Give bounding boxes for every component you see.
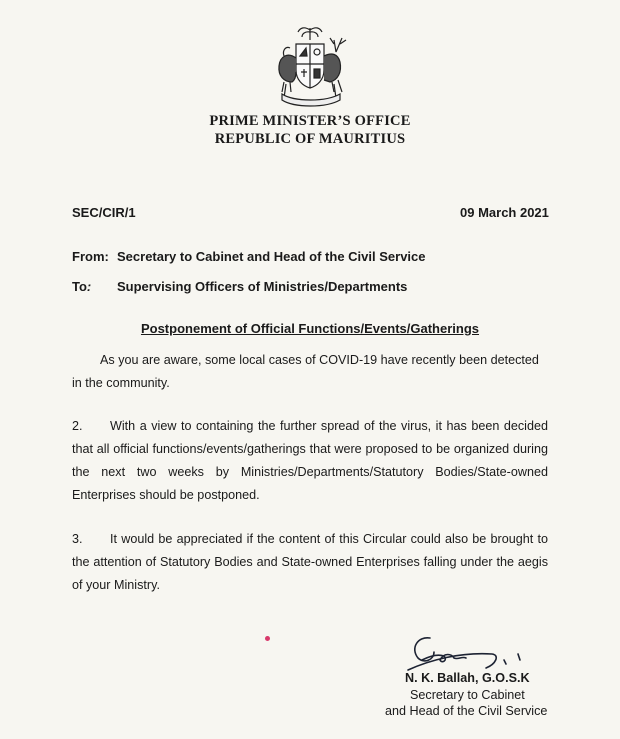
office-heading: PRIME MINISTER’S OFFICE	[209, 113, 411, 129]
from-label: From:	[72, 249, 109, 264]
circular-reference: SEC/CIR/1	[72, 205, 136, 220]
subject-heading: Postponement of Official Functions/Events/Gatherings	[140, 321, 480, 336]
signatory-title-line-2: and Head of the Civil Service	[385, 704, 548, 718]
paragraph-2-line-2: that all official functions/events/gatherings that were proposed to be organized during	[72, 442, 548, 456]
to-label	[72, 279, 91, 294]
paragraph-2-line-3: the next two weeks by Ministries/Departments/Statutory Bodies/State-owned	[72, 465, 548, 479]
paragraph-2	[72, 415, 548, 507]
paragraph-3-line-3: of your Ministry.	[72, 578, 160, 592]
paragraph-1-line-1: As you are aware, some local cases of COVID-19 have recently been detected	[100, 353, 539, 367]
coat-of-arms-icon	[262, 22, 358, 108]
paragraph-3-number: 3.	[72, 532, 83, 546]
paragraph-2-number: 2.	[72, 419, 83, 433]
from-value: Secretary to Cabinet and Head of the Civil Service	[117, 249, 426, 264]
to-label-text: To	[72, 279, 87, 294]
to-label-colon: :	[86, 279, 92, 294]
ink-mark	[265, 636, 270, 641]
paragraph-3-line-2: the attention of Statutory Bodies and State-owned Enterprises falling under the aegis	[72, 555, 548, 569]
paragraph-2-line-4: Enterprises should be postponed.	[72, 488, 260, 502]
paragraph-1-line-2: in the community.	[72, 376, 170, 390]
signatory-name: N. K. Ballah, G.O.S.K	[405, 671, 530, 685]
republic-heading: REPUBLIC OF MAURITIUS	[214, 131, 406, 147]
paragraph-1	[72, 349, 548, 395]
paragraph-3-line-1: It would be appreciated if the content of this Circular could also be brought to	[110, 532, 548, 546]
to-value: Supervising Officers of Ministries/Departments	[117, 279, 408, 294]
paragraph-2-line-1: With a view to containing the further spread of the virus, it has been decided	[110, 419, 548, 433]
signatory-title-line-1: Secretary to Cabinet	[410, 688, 525, 702]
circular-date: 09 March 2021	[460, 205, 549, 220]
paragraph-3	[72, 528, 548, 597]
